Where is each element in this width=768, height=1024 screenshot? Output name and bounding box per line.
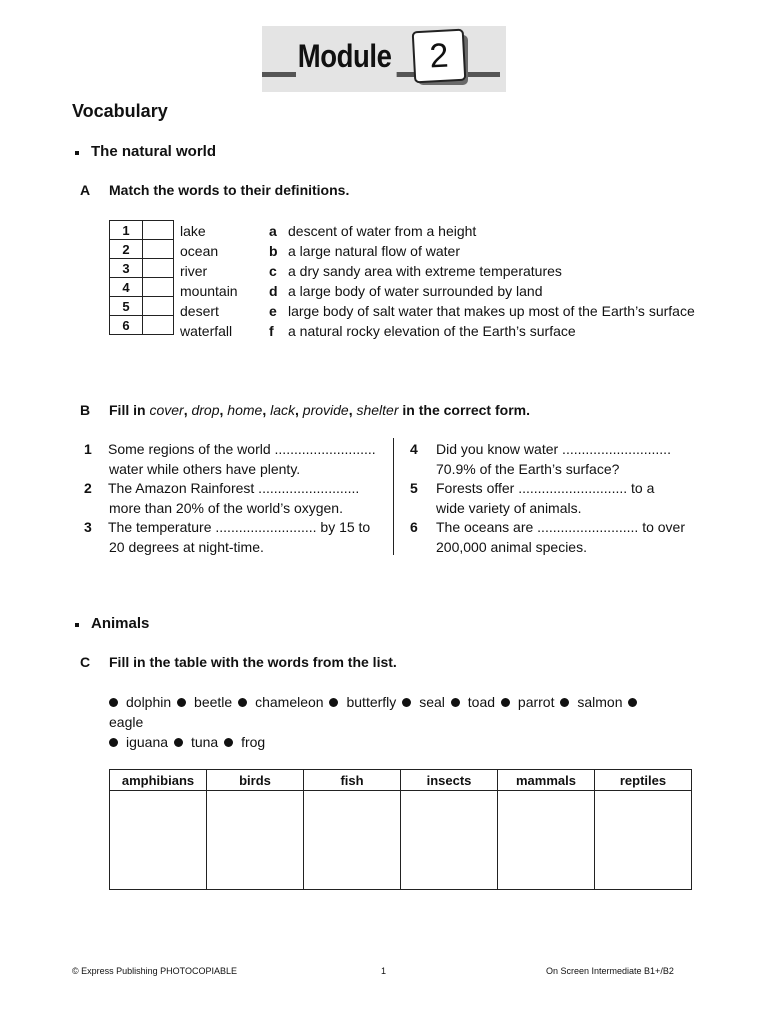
answer-box[interactable] xyxy=(143,316,174,335)
task-b-left-column xyxy=(84,440,389,557)
answer-box[interactable] xyxy=(143,278,174,297)
task-b-item xyxy=(410,440,710,460)
item-text: Forests offer ............................ to a xyxy=(436,480,655,496)
task-b-word: lack xyxy=(270,402,295,418)
task-b-instruction-post: in the correct form. xyxy=(402,402,530,418)
grid-number: 4 xyxy=(110,278,143,297)
item-number: 5 xyxy=(410,480,418,496)
section-title-animals: Animals xyxy=(91,615,150,632)
animal-word: chameleon xyxy=(255,694,324,710)
definition-letter: b xyxy=(269,243,278,259)
definition-text: large body of salt water that makes up most of the Earth’s surface xyxy=(288,303,695,319)
bullet-dot xyxy=(628,698,637,707)
definition-letter: e xyxy=(269,303,277,319)
animal-word: eagle xyxy=(109,714,144,730)
item-text-continued: 70.9% of the Earth’s surface? xyxy=(436,460,620,477)
task-b-item xyxy=(84,479,389,499)
answer-cell[interactable] xyxy=(207,791,304,890)
bullet-dot xyxy=(109,698,118,707)
task-b-right-column xyxy=(410,440,710,557)
section-bullet xyxy=(75,151,79,155)
bullet-dot xyxy=(224,738,233,747)
definition-letter: c xyxy=(269,263,277,279)
task-b-word: provide xyxy=(302,402,349,418)
answer-cell[interactable] xyxy=(595,791,692,890)
task-a-letter: A xyxy=(80,182,91,198)
animal-word-list xyxy=(109,692,699,752)
bullet-dot xyxy=(177,698,186,707)
task-b-word: cover xyxy=(149,402,184,418)
word-item: waterfall xyxy=(180,323,233,339)
animal-word: seal xyxy=(419,694,445,710)
task-b-instruction: Fill in cover, drop, home, lack, provide, shelter in the correct form. xyxy=(109,402,530,418)
answer-cell[interactable] xyxy=(110,791,207,890)
definition-list xyxy=(288,221,695,341)
definition-letter: a xyxy=(269,223,277,239)
column-header: amphibians xyxy=(110,770,207,791)
grid-number: 5 xyxy=(110,297,143,316)
word-line xyxy=(109,712,699,732)
column-header: birds xyxy=(207,770,304,791)
item-text: The Amazon Rainforest .......................... xyxy=(108,480,360,496)
task-a-instruction: Match the words to their definitions. xyxy=(109,182,350,198)
item-text: The temperature .......................... by 15 to xyxy=(108,519,371,535)
bullet-dot xyxy=(174,738,183,747)
grid-number: 1 xyxy=(110,221,143,240)
bullet-dot xyxy=(329,698,338,707)
answer-box[interactable] xyxy=(143,259,174,278)
item-text: The oceans are .......................... to over xyxy=(436,519,685,535)
matching-answer-grid xyxy=(109,220,174,335)
column-header: reptiles xyxy=(595,770,692,791)
animal-word: salmon xyxy=(577,694,623,710)
item-text-continued: water while others have plenty. xyxy=(109,460,301,477)
item-text-continued: wide variety of animals. xyxy=(436,499,582,516)
grid-number: 3 xyxy=(110,259,143,278)
bullet-dot xyxy=(238,698,247,707)
bullet-dot xyxy=(451,698,460,707)
animal-word: parrot xyxy=(517,694,555,710)
item-number: 1 xyxy=(84,441,92,457)
definition-text: a large body of water surrounded by land xyxy=(288,283,543,299)
footer-book-title: On Screen Intermediate B1+/B2 xyxy=(546,966,674,976)
item-number: 6 xyxy=(410,519,418,535)
bullet-dot xyxy=(109,738,118,747)
item-number: 2 xyxy=(84,480,92,496)
column-header: fish xyxy=(304,770,401,791)
definition-letters xyxy=(269,221,278,341)
answer-cell[interactable] xyxy=(401,791,498,890)
task-b-item xyxy=(410,518,710,538)
word-item: lake xyxy=(180,223,206,239)
word-item: ocean xyxy=(180,243,219,259)
animal-word: butterfly xyxy=(346,694,397,710)
grid-number: 6 xyxy=(110,316,143,335)
column-header: insects xyxy=(401,770,498,791)
item-number: 3 xyxy=(84,519,92,535)
item-text: Some regions of the world .......................... xyxy=(108,441,376,457)
animal-word: iguana xyxy=(126,734,169,750)
task-b-word: drop xyxy=(191,402,220,418)
definition-text: a dry sandy area with extreme temperatures xyxy=(288,263,562,279)
task-b-item xyxy=(84,440,389,460)
word-list xyxy=(180,221,238,341)
task-b-instruction-pre: Fill in xyxy=(109,402,146,418)
animal-word: toad xyxy=(467,694,496,710)
definition-text: a natural rocky elevation of the Earth’s surface xyxy=(288,323,576,339)
footer-copyright: © Express Publishing PHOTOCOPIABLE xyxy=(72,966,238,976)
grid-number: 2 xyxy=(110,240,143,259)
animal-word: tuna xyxy=(190,734,219,750)
task-b-word: home xyxy=(227,402,263,418)
word-line xyxy=(109,692,699,712)
task-b-letter: B xyxy=(80,402,91,418)
animal-word: dolphin xyxy=(126,694,172,710)
footer-page-number: 1 xyxy=(381,966,387,976)
answer-box[interactable] xyxy=(143,297,174,316)
section-bullet xyxy=(75,623,79,627)
task-b-item xyxy=(410,479,710,499)
item-text-continued: 20 degrees at night-time. xyxy=(109,538,264,555)
animal-word: beetle xyxy=(194,694,233,710)
section-title-natural-world: The natural world xyxy=(91,143,217,160)
answer-box[interactable] xyxy=(143,240,174,259)
task-c-letter: C xyxy=(80,654,91,670)
answer-cell[interactable] xyxy=(304,791,401,890)
definition-letter: f xyxy=(269,323,274,339)
task-b-word: shelter xyxy=(356,402,399,418)
word-item: mountain xyxy=(180,283,238,299)
animal-word: frog xyxy=(241,734,266,750)
answer-cell[interactable] xyxy=(498,791,595,890)
word-item: desert xyxy=(180,303,219,319)
module-number: 2 xyxy=(412,29,467,84)
item-number: 4 xyxy=(410,441,418,457)
item-text-continued: 200,000 animal species. xyxy=(436,538,587,555)
column-divider xyxy=(393,438,394,555)
item-text-continued: more than 20% of the world’s oxygen. xyxy=(109,499,343,516)
bullet-dot xyxy=(560,698,569,707)
column-header: mammals xyxy=(498,770,595,791)
definition-text: a large natural flow of water xyxy=(288,243,460,259)
definition-text: descent of water from a height xyxy=(288,223,477,239)
module-title: Module xyxy=(296,34,397,78)
animal-category-table xyxy=(109,769,692,890)
task-b-item xyxy=(84,518,389,538)
task-c-instruction: Fill in the table with the words from the list. xyxy=(109,654,397,670)
definition-letter: d xyxy=(269,283,278,299)
page-heading: Vocabulary xyxy=(72,101,168,121)
word-item: river xyxy=(180,263,208,279)
bullet-dot xyxy=(501,698,510,707)
word-line xyxy=(109,732,699,752)
answer-box[interactable] xyxy=(143,221,174,240)
item-text: Did you know water ............................ xyxy=(436,441,671,457)
bullet-dot xyxy=(402,698,411,707)
